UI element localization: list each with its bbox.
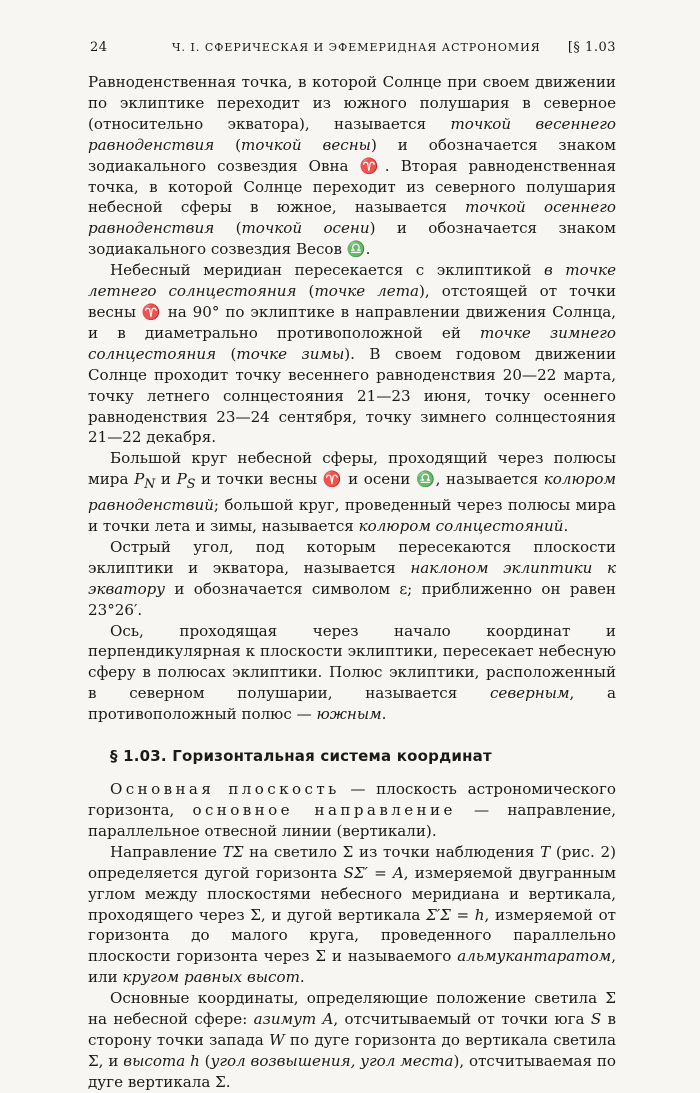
paragraph-equinox-points [88, 72, 616, 260]
paragraph-solstices [88, 260, 616, 448]
term-obliquity: наклоном эклиптики к экватору [88, 558, 617, 598]
term-summer-solstice: в точке летнего солнцестояния [88, 261, 617, 301]
text-span: Основные координаты, определяющие положение светила Σ на небесной сфере: [88, 989, 616, 1029]
paragraph-basic-plane [88, 779, 616, 842]
text-span: и обозначается символом ε; приближенно он равен 23°26′. [88, 579, 616, 619]
symbol-north-pole [134, 470, 156, 492]
term-vernal-equinox: точкой весеннего равноденствия [88, 114, 617, 154]
spaced-term-basic-plane: Основная плоскость [110, 780, 340, 799]
running-title: Ч. I. СФЕРИЧЕСКАЯ И ЭФЕМЕРИДНАЯ АСТРОНОМИЯ [172, 41, 541, 54]
text-span: Небесный меридиан пересекается с эклиптикой [110, 261, 544, 280]
text-span: на светило Σ из точки наблюдения [243, 842, 541, 861]
text-span: , или [88, 947, 616, 987]
text-span: ), отсчитываемая по дуге вертикала Σ. [88, 1051, 616, 1091]
term-north: северным [489, 684, 570, 703]
symbol-subscript: N [144, 476, 156, 492]
section-heading [110, 747, 616, 765]
term-solstitial-colure: колюром солнцестояний [358, 517, 564, 536]
term-spring-point: точкой весны [241, 135, 371, 154]
term-autumn-point: точкой осени [241, 219, 370, 238]
paragraph-colures [88, 448, 616, 537]
spaced-term-basic-direction: основное направление [192, 801, 456, 820]
text-span: ( [216, 344, 237, 363]
math-expression: TΣ [222, 842, 244, 861]
text-span: ) и обозначается знаком зодиакального созвездия Весов ♎. [88, 219, 616, 259]
text-span: , измеряемой двугранным углом между плоскостями небесного меридиана и вертикала, проходящего через Σ, и дугой вертикала [88, 863, 616, 924]
section-heading-text: § 1.03. Горизонтальная система координат [110, 747, 492, 766]
text-span: Направление [110, 842, 223, 861]
term-equinoctial-colure: колюром равноденствий [88, 470, 616, 515]
symbol-letter: P [176, 470, 187, 489]
term-elevation-angle: угол возвышения, угол места [210, 1051, 454, 1070]
math-expression: W [269, 1030, 285, 1049]
symbol-south-pole [176, 470, 196, 492]
text-span: Равноденственная точка, в которой Солнце при своем движении по эклиптике переходит из южного полушария в северное (относительно экватора), называется [88, 73, 616, 133]
term-winter-solstice: точке зимнего солнцестояния [88, 323, 616, 363]
term-circle-equal-altitudes: кругом равных высот [122, 968, 300, 987]
text-span: ). В своем годовом движении Солнце проходит точку весеннего равноденствия 20—22 марта, точку летнего солнцестояния 21—23 июня, точку осеннего равноденствия 23—24 сентября, точку зимнего солнцестояния 21—22 декабря. [88, 344, 617, 447]
text-span: Ось, проходящая через начало координат и перпендикулярная к плоскости эклиптики, пересекает небесную сферу в полюсах эклиптики. Полюс эклиптики, расположенный в северном полушарии, называется [88, 621, 616, 703]
math-expression: Σ′Σ = h [426, 905, 485, 924]
term-almucantar: альмукантаратом [457, 947, 612, 966]
paragraph-obliquity [88, 537, 616, 621]
term-summer-point: точке лета [314, 282, 420, 301]
text-span: — плоскость астрономического горизонта, [88, 780, 616, 820]
page-header [90, 40, 616, 62]
text-span: ( [214, 219, 242, 238]
section-reference: [§ 1.03 [567, 40, 616, 55]
text-span: ), отстоящей от точки весны ♈ на 90° по эклиптике в направлении движения Солнца, и в диаметрально противоположной ей [88, 282, 616, 342]
text-span: (рис. 2) определяется дугой горизонта [88, 842, 616, 882]
math-expression: SΣ′ = A [343, 863, 404, 882]
text-span: . [381, 705, 387, 724]
text-span: ( [199, 1051, 211, 1070]
page-body [88, 72, 616, 1093]
text-span: ) и обозначается знаком зодиакального созвездия Овна ♈. Вторая равноденственная точка, в которой Солнце переходит из северного полушария небесной сферы в южное, называется [88, 135, 616, 217]
text-span: Большой круг небесной сферы, проходящий через полюсы мира [88, 449, 616, 489]
text-span: ; большой круг, проведенный через полюсы мира и точки лета и зимы, называется [88, 496, 616, 536]
text-span: Острый угол, под которым пересекаются плоскости эклиптики и экватора, называется [88, 537, 616, 577]
symbol-letter: P [134, 470, 145, 489]
paragraph-ecliptic-poles [88, 621, 616, 726]
paragraph-coordinates [88, 988, 616, 1093]
text-span: — направление, параллельное отвесной линии (вертикали). [88, 801, 616, 840]
term-winter-point: точке зимы [236, 344, 345, 363]
math-expression: S [590, 1010, 602, 1029]
text-span: ( [214, 135, 241, 154]
page-number: 24 [90, 40, 108, 55]
symbol-subscript: S [186, 476, 196, 492]
text-span: , измеряемой от горизонта до малого круга, проведенного параллельно плоскости горизонта через Σ и называемого [88, 905, 617, 966]
text-span: ( [296, 282, 315, 301]
term-altitude: высота h [123, 1051, 200, 1070]
term-south: южным [316, 705, 382, 724]
term-azimuth: азимут A [253, 1010, 334, 1029]
text-span: и [155, 470, 177, 489]
text-span: . [563, 517, 569, 536]
text-span: в сторону точки запада [88, 1010, 617, 1049]
term-autumnal-equinox: точкой осеннего равноденствия [88, 198, 616, 238]
text-span: по дуге горизонта до вертикала светила Σ, и [88, 1030, 616, 1070]
text-span: , отсчитываемый от точки юга [333, 1010, 591, 1029]
text-span: . [299, 968, 305, 987]
text-span: , а противоположный полюс — [88, 684, 616, 724]
text-span: и точки весны ♈ и осени ♎, называется [195, 470, 544, 489]
paragraph-direction [88, 842, 616, 988]
math-expression: T [540, 842, 551, 861]
